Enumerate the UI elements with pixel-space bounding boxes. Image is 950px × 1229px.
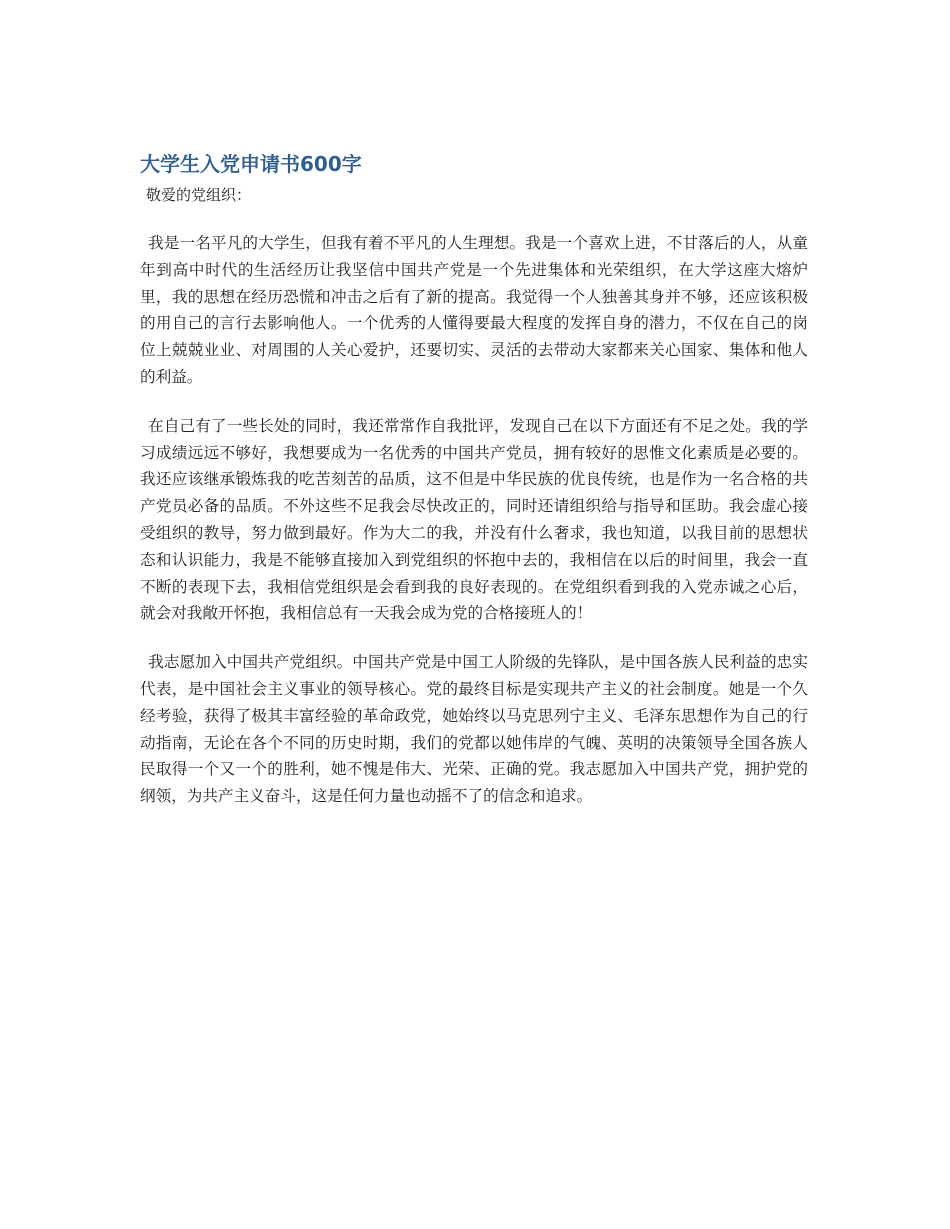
paragraph-text: 在自己有了一些长处的同时，我还常常作自我批评，发现自己在以下方面还有不足之处。我的学习成绩远远不够好，我想要成为一名优秀的中国共产党员，拥有较好的思惟文化素质是必要的。我还应该继承锻炼我的吃苦刻苦的品质，这不但是中华民族的优良传统，也是作为一名合格的共产党员必备的品质。不外这些不足我会尽快改正的，同时还请组织给与指导和匡助。我会虚心接受组织的教导，努力做到最好。作为大二的我，并没有什么奢求，我也知道，以我目前的思想状态和认识能力，我是不能够直接加入到党组织的怀抱中去的，我相信在以后的时间里，我会一直不断的表现下去，我相信党组织是会看到我的良好表现的。在党组织看到我的入党赤诚之心后，就会对我敞开怀抱，我相信总有一天我会成为党的合格接班人的！ (140, 416, 808, 623)
paragraph-3 (140, 649, 808, 810)
paragraph-1 (140, 230, 808, 391)
salutation: 敬爱的党组织： (146, 186, 252, 204)
paragraph-text: 我志愿加入中国共产党组织。中国共产党是中国工人阶级的先锋队，是中国各族人民利益的忠实代表，是中国社会主义事业的领导核心。党的最终目标是实现共产主义的社会制度。她是一个久经考验，获得了极其丰富经验的革命政党，她始终以马克思列宁主义、毛泽东思想作为自己的行动指南，无论在各个不同的历史时期，我们的党都以她伟岸的气魄、英明的决策领导全国各族人民取得一个又一个的胜利，她不愧是伟大、光荣、正确的党。我志愿加入中国共产党，拥护党的纲领，为共产主义奋斗，这是任何力量也动摇不了的信念和追求。 (140, 653, 808, 806)
paragraph-text: 我是一名平凡的大学生，但我有着不平凡的人生理想。我是一个喜欢上进，不甘落后的人，从童年到高中时代的生活经历让我坚信中国共产党是一个先进集体和光荣组织，在大学这座大熔炉里，我的思想在经历恐慌和冲击之后有了新的提高。我觉得一个人独善其身并不够，还应该积极的用自己的言行去影响他人。一个优秀的人懂得要最大程度的发挥自身的潜力，不仅在自己的岗位上兢兢业业、对周围的人关心爱护，还要切实、灵活的去带动大家都来关心国家、集体和他人的利益。 (140, 234, 808, 386)
document-title: 大学生入党申请书600字 (140, 152, 362, 176)
paragraph-2 (140, 413, 808, 627)
document-page (140, 148, 808, 810)
